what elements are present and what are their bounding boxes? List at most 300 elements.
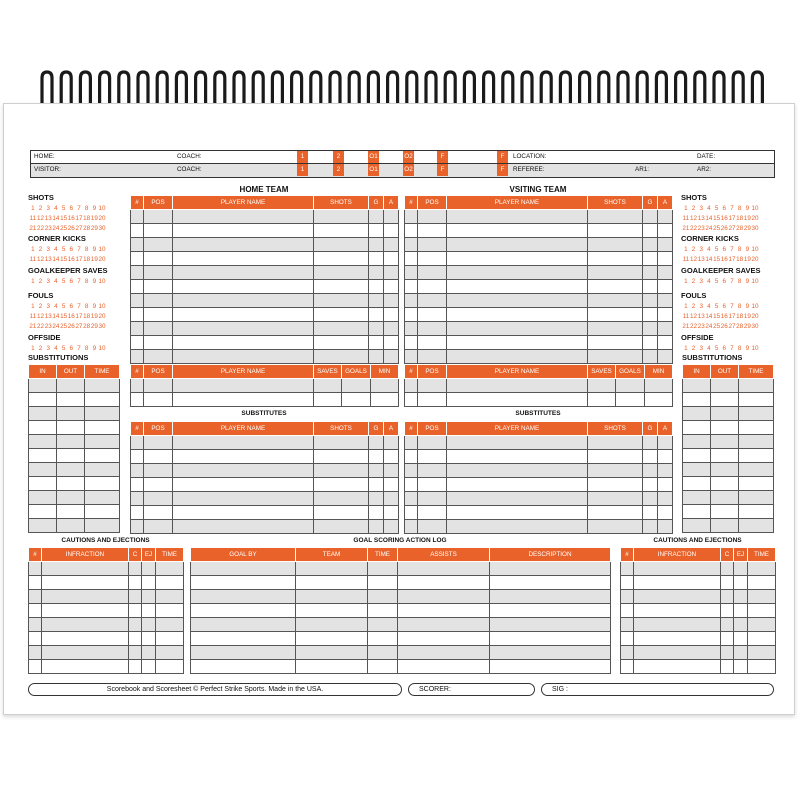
- tally-number[interactable]: 3: [46, 345, 50, 352]
- tally-number[interactable]: 19: [90, 313, 98, 320]
- entry-cell[interactable]: [144, 209, 173, 223]
- entry-cell[interactable]: [173, 519, 314, 533]
- tally-number[interactable]: 3: [699, 278, 703, 285]
- entry-cell[interactable]: [739, 518, 774, 532]
- tally-number[interactable]: 10: [751, 205, 759, 212]
- tally-number[interactable]: 5: [714, 205, 719, 212]
- entry-cell[interactable]: [29, 518, 57, 532]
- entry-cell[interactable]: [384, 321, 399, 335]
- tally-number[interactable]: 6: [722, 246, 727, 253]
- entry-cell[interactable]: [588, 251, 643, 265]
- tally-number[interactable]: 8: [737, 205, 742, 212]
- tally-number[interactable]: 15: [713, 256, 721, 263]
- period-f-home[interactable]: F: [437, 151, 448, 163]
- entry-cell[interactable]: [314, 435, 369, 449]
- entry-cell[interactable]: [131, 449, 144, 463]
- entry-cell[interactable]: [711, 490, 739, 504]
- tally-number[interactable]: 18: [736, 215, 744, 222]
- entry-cell[interactable]: [29, 420, 57, 434]
- tally-number[interactable]: 20: [98, 215, 106, 222]
- entry-cell[interactable]: [191, 589, 296, 603]
- tally-number[interactable]: 4: [707, 278, 711, 285]
- tally-number[interactable]: 19: [743, 313, 751, 320]
- entry-cell[interactable]: [588, 477, 643, 491]
- entry-cell[interactable]: [588, 279, 643, 293]
- entry-cell[interactable]: [314, 251, 369, 265]
- entry-cell[interactable]: [173, 223, 314, 237]
- tally-number[interactable]: 10: [98, 246, 106, 253]
- tally-number[interactable]: 1: [31, 205, 35, 212]
- entry-cell[interactable]: [129, 561, 142, 575]
- entry-cell[interactable]: [144, 279, 173, 293]
- entry-cell[interactable]: [144, 491, 173, 505]
- tally-number[interactable]: 17: [728, 313, 736, 320]
- tally-number[interactable]: 26: [720, 225, 728, 232]
- entry-cell[interactable]: [57, 518, 85, 532]
- entry-cell[interactable]: [85, 504, 120, 518]
- entry-cell[interactable]: [384, 463, 399, 477]
- entry-cell[interactable]: [131, 279, 144, 293]
- entry-cell[interactable]: [721, 631, 734, 645]
- entry-cell[interactable]: [191, 617, 296, 631]
- entry-cell[interactable]: [29, 575, 42, 589]
- entry-cell[interactable]: [748, 589, 776, 603]
- entry-cell[interactable]: [490, 575, 611, 589]
- entry-cell[interactable]: [314, 392, 342, 406]
- tally-number[interactable]: 27: [75, 225, 83, 232]
- entry-cell[interactable]: [29, 490, 57, 504]
- tally-number[interactable]: 9: [745, 205, 750, 212]
- entry-cell[interactable]: [398, 659, 490, 673]
- entry-cell[interactable]: [418, 392, 447, 406]
- tally-number[interactable]: 14: [705, 313, 713, 320]
- entry-cell[interactable]: [447, 491, 588, 505]
- tally-number[interactable]: 28: [736, 225, 744, 232]
- entry-cell[interactable]: [658, 477, 673, 491]
- entry-cell[interactable]: [739, 476, 774, 490]
- entry-cell[interactable]: [447, 251, 588, 265]
- entry-cell[interactable]: [85, 448, 120, 462]
- tally-number[interactable]: 14: [705, 215, 713, 222]
- entry-cell[interactable]: [643, 223, 658, 237]
- entry-cell[interactable]: [405, 293, 418, 307]
- entry-cell[interactable]: [314, 349, 369, 363]
- entry-cell[interactable]: [739, 504, 774, 518]
- entry-cell[interactable]: [342, 392, 371, 406]
- entry-cell[interactable]: [734, 603, 748, 617]
- entry-cell[interactable]: [144, 392, 173, 406]
- tally-number[interactable]: 6: [69, 205, 74, 212]
- entry-cell[interactable]: [398, 575, 490, 589]
- tally-number[interactable]: 2: [691, 205, 696, 212]
- entry-cell[interactable]: [314, 321, 369, 335]
- entry-cell[interactable]: [144, 505, 173, 519]
- entry-cell[interactable]: [191, 645, 296, 659]
- period-o1-home[interactable]: O1: [368, 151, 379, 163]
- entry-cell[interactable]: [748, 561, 776, 575]
- tally-number[interactable]: 3: [699, 205, 703, 212]
- tally-number[interactable]: 26: [67, 323, 75, 330]
- tally-number[interactable]: 6: [722, 205, 727, 212]
- entry-cell[interactable]: [314, 477, 369, 491]
- entry-cell[interactable]: [405, 251, 418, 265]
- entry-cell[interactable]: [588, 265, 643, 279]
- entry-cell[interactable]: [588, 321, 643, 335]
- entry-cell[interactable]: [634, 589, 721, 603]
- entry-cell[interactable]: [405, 435, 418, 449]
- entry-cell[interactable]: [418, 435, 447, 449]
- entry-cell[interactable]: [621, 659, 634, 673]
- period-2-visitor[interactable]: 2: [333, 164, 344, 176]
- tally-number[interactable]: 22: [690, 225, 698, 232]
- entry-cell[interactable]: [142, 561, 156, 575]
- entry-cell[interactable]: [369, 293, 384, 307]
- entry-cell[interactable]: [384, 251, 399, 265]
- entry-cell[interactable]: [447, 349, 588, 363]
- tally-number[interactable]: 28: [83, 225, 91, 232]
- entry-cell[interactable]: [368, 603, 398, 617]
- entry-cell[interactable]: [643, 251, 658, 265]
- entry-cell[interactable]: [57, 490, 85, 504]
- entry-cell[interactable]: [85, 476, 120, 490]
- entry-cell[interactable]: [371, 378, 399, 392]
- tally-number[interactable]: 5: [61, 278, 66, 285]
- tally-number[interactable]: 4: [54, 246, 58, 253]
- entry-cell[interactable]: [368, 561, 398, 575]
- entry-cell[interactable]: [734, 575, 748, 589]
- entry-cell[interactable]: [643, 491, 658, 505]
- entry-cell[interactable]: [156, 617, 184, 631]
- entry-cell[interactable]: [739, 406, 774, 420]
- entry-cell[interactable]: [447, 293, 588, 307]
- entry-cell[interactable]: [588, 209, 643, 223]
- entry-cell[interactable]: [734, 561, 748, 575]
- tally-number[interactable]: 9: [92, 345, 97, 352]
- tally-number[interactable]: 20: [751, 313, 759, 320]
- entry-cell[interactable]: [418, 449, 447, 463]
- entry-cell[interactable]: [418, 251, 447, 265]
- entry-cell[interactable]: [144, 307, 173, 321]
- entry-cell[interactable]: [418, 349, 447, 363]
- entry-cell[interactable]: [658, 463, 673, 477]
- tally-number[interactable]: 26: [67, 225, 75, 232]
- entry-cell[interactable]: [418, 505, 447, 519]
- entry-cell[interactable]: [405, 335, 418, 349]
- tally-number[interactable]: 16: [720, 256, 728, 263]
- entry-cell[interactable]: [384, 279, 399, 293]
- period-o2-visitor[interactable]: O2: [403, 164, 414, 176]
- tally-number[interactable]: 17: [75, 256, 83, 263]
- entry-cell[interactable]: [643, 265, 658, 279]
- entry-cell[interactable]: [131, 435, 144, 449]
- tally-number[interactable]: 10: [98, 345, 106, 352]
- entry-cell[interactable]: [739, 420, 774, 434]
- tally-number[interactable]: 4: [707, 246, 711, 253]
- entry-cell[interactable]: [29, 589, 42, 603]
- tally-number[interactable]: 18: [736, 256, 744, 263]
- entry-cell[interactable]: [588, 237, 643, 251]
- entry-cell[interactable]: [131, 321, 144, 335]
- entry-cell[interactable]: [384, 435, 399, 449]
- entry-cell[interactable]: [490, 645, 611, 659]
- entry-cell[interactable]: [683, 476, 711, 490]
- tally-number[interactable]: 3: [699, 303, 703, 310]
- entry-cell[interactable]: [490, 589, 611, 603]
- tally-number[interactable]: 10: [98, 278, 106, 285]
- tally-number[interactable]: 15: [713, 313, 721, 320]
- entry-cell[interactable]: [144, 449, 173, 463]
- entry-cell[interactable]: [588, 519, 643, 533]
- period-f-visitor[interactable]: F: [437, 164, 448, 176]
- tally-number[interactable]: 20: [98, 256, 106, 263]
- tally-number[interactable]: 17: [75, 215, 83, 222]
- tally-number[interactable]: 5: [714, 345, 719, 352]
- entry-cell[interactable]: [588, 491, 643, 505]
- entry-cell[interactable]: [42, 589, 129, 603]
- tally-number[interactable]: 3: [46, 303, 50, 310]
- entry-cell[interactable]: [144, 435, 173, 449]
- tally-number[interactable]: 1: [684, 246, 688, 253]
- tally-number[interactable]: 29: [743, 323, 751, 330]
- entry-cell[interactable]: [721, 645, 734, 659]
- tally-number[interactable]: 25: [60, 323, 68, 330]
- tally-number[interactable]: 15: [60, 256, 68, 263]
- entry-cell[interactable]: [131, 265, 144, 279]
- entry-cell[interactable]: [739, 448, 774, 462]
- entry-cell[interactable]: [418, 209, 447, 223]
- entry-cell[interactable]: [85, 518, 120, 532]
- entry-cell[interactable]: [314, 293, 369, 307]
- entry-cell[interactable]: [142, 659, 156, 673]
- entry-cell[interactable]: [384, 349, 399, 363]
- entry-cell[interactable]: [734, 617, 748, 631]
- entry-cell[interactable]: [173, 293, 314, 307]
- tally-number[interactable]: 27: [75, 323, 83, 330]
- entry-cell[interactable]: [447, 321, 588, 335]
- entry-cell[interactable]: [643, 209, 658, 223]
- entry-cell[interactable]: [144, 321, 173, 335]
- tally-number[interactable]: 3: [46, 205, 50, 212]
- entry-cell[interactable]: [191, 561, 296, 575]
- entry-cell[interactable]: [447, 307, 588, 321]
- entry-cell[interactable]: [711, 476, 739, 490]
- tally-number[interactable]: 30: [751, 225, 759, 232]
- tally-number[interactable]: 3: [46, 246, 50, 253]
- tally-number[interactable]: 22: [37, 323, 45, 330]
- tally-number[interactable]: 7: [77, 278, 81, 285]
- entry-cell[interactable]: [711, 378, 739, 392]
- tally-number[interactable]: 8: [84, 246, 89, 253]
- entry-cell[interactable]: [418, 463, 447, 477]
- tally-number[interactable]: 21: [29, 323, 37, 330]
- tally-number[interactable]: 30: [751, 323, 759, 330]
- entry-cell[interactable]: [621, 589, 634, 603]
- period-o2-home[interactable]: O2: [403, 151, 414, 163]
- entry-cell[interactable]: [131, 307, 144, 321]
- entry-cell[interactable]: [314, 378, 342, 392]
- tally-number[interactable]: 13: [44, 256, 52, 263]
- entry-cell[interactable]: [616, 378, 645, 392]
- tally-number[interactable]: 23: [697, 323, 705, 330]
- entry-cell[interactable]: [314, 505, 369, 519]
- tally-number[interactable]: 4: [707, 345, 711, 352]
- entry-cell[interactable]: [447, 392, 588, 406]
- entry-cell[interactable]: [658, 237, 673, 251]
- entry-cell[interactable]: [739, 392, 774, 406]
- entry-cell[interactable]: [384, 237, 399, 251]
- entry-cell[interactable]: [447, 449, 588, 463]
- entry-cell[interactable]: [131, 477, 144, 491]
- entry-cell[interactable]: [131, 505, 144, 519]
- entry-cell[interactable]: [418, 279, 447, 293]
- entry-cell[interactable]: [57, 462, 85, 476]
- entry-cell[interactable]: [711, 518, 739, 532]
- tally-number[interactable]: 11: [682, 256, 690, 263]
- entry-cell[interactable]: [621, 603, 634, 617]
- entry-cell[interactable]: [643, 335, 658, 349]
- entry-cell[interactable]: [683, 392, 711, 406]
- tally-number[interactable]: 11: [29, 215, 37, 222]
- entry-cell[interactable]: [29, 406, 57, 420]
- tally-number[interactable]: 4: [54, 345, 58, 352]
- entry-cell[interactable]: [144, 477, 173, 491]
- tally-number[interactable]: 7: [77, 303, 81, 310]
- entry-cell[interactable]: [57, 392, 85, 406]
- entry-cell[interactable]: [173, 237, 314, 251]
- entry-cell[interactable]: [447, 463, 588, 477]
- entry-cell[interactable]: [418, 307, 447, 321]
- tally-number[interactable]: 3: [46, 278, 50, 285]
- entry-cell[interactable]: [131, 349, 144, 363]
- tally-number[interactable]: 1: [31, 345, 35, 352]
- entry-cell[interactable]: [384, 293, 399, 307]
- entry-cell[interactable]: [131, 223, 144, 237]
- entry-cell[interactable]: [369, 251, 384, 265]
- entry-cell[interactable]: [447, 335, 588, 349]
- tally-number[interactable]: 10: [751, 303, 759, 310]
- tally-number[interactable]: 14: [52, 256, 60, 263]
- entry-cell[interactable]: [85, 378, 120, 392]
- entry-cell[interactable]: [173, 209, 314, 223]
- entry-cell[interactable]: [405, 307, 418, 321]
- entry-cell[interactable]: [173, 251, 314, 265]
- entry-cell[interactable]: [156, 645, 184, 659]
- entry-cell[interactable]: [418, 378, 447, 392]
- entry-cell[interactable]: [634, 645, 721, 659]
- entry-cell[interactable]: [314, 223, 369, 237]
- entry-cell[interactable]: [296, 617, 368, 631]
- tally-number[interactable]: 25: [713, 323, 721, 330]
- entry-cell[interactable]: [490, 603, 611, 617]
- tally-number[interactable]: 2: [38, 246, 43, 253]
- entry-cell[interactable]: [405, 265, 418, 279]
- entry-cell[interactable]: [368, 645, 398, 659]
- entry-cell[interactable]: [418, 321, 447, 335]
- entry-cell[interactable]: [405, 279, 418, 293]
- entry-cell[interactable]: [490, 617, 611, 631]
- entry-cell[interactable]: [42, 645, 129, 659]
- entry-cell[interactable]: [645, 378, 673, 392]
- entry-cell[interactable]: [144, 293, 173, 307]
- tally-number[interactable]: 4: [54, 278, 58, 285]
- entry-cell[interactable]: [29, 378, 57, 392]
- entry-cell[interactable]: [683, 462, 711, 476]
- scorer-field[interactable]: [408, 683, 535, 696]
- tally-number[interactable]: 2: [38, 205, 43, 212]
- period-1-visitor[interactable]: 1: [297, 164, 308, 176]
- tally-number[interactable]: 18: [83, 256, 91, 263]
- entry-cell[interactable]: [296, 575, 368, 589]
- entry-cell[interactable]: [398, 589, 490, 603]
- entry-cell[interactable]: [296, 603, 368, 617]
- entry-cell[interactable]: [418, 223, 447, 237]
- entry-cell[interactable]: [156, 659, 184, 673]
- entry-cell[interactable]: [634, 575, 721, 589]
- tally-number[interactable]: 7: [730, 278, 734, 285]
- tally-number[interactable]: 5: [61, 345, 66, 352]
- tally-number[interactable]: 12: [37, 256, 45, 263]
- tally-number[interactable]: 2: [38, 278, 43, 285]
- entry-cell[interactable]: [57, 476, 85, 490]
- entry-cell[interactable]: [29, 645, 42, 659]
- entry-cell[interactable]: [711, 420, 739, 434]
- entry-cell[interactable]: [29, 631, 42, 645]
- entry-cell[interactable]: [748, 575, 776, 589]
- entry-cell[interactable]: [156, 575, 184, 589]
- tally-number[interactable]: 12: [690, 256, 698, 263]
- entry-cell[interactable]: [314, 279, 369, 293]
- tally-number[interactable]: 2: [38, 303, 43, 310]
- tally-number[interactable]: 8: [84, 303, 89, 310]
- entry-cell[interactable]: [447, 477, 588, 491]
- entry-cell[interactable]: [142, 645, 156, 659]
- entry-cell[interactable]: [418, 491, 447, 505]
- entry-cell[interactable]: [131, 251, 144, 265]
- entry-cell[interactable]: [42, 561, 129, 575]
- entry-cell[interactable]: [371, 392, 399, 406]
- entry-cell[interactable]: [711, 462, 739, 476]
- entry-cell[interactable]: [131, 491, 144, 505]
- tally-number[interactable]: 5: [714, 303, 719, 310]
- entry-cell[interactable]: [173, 463, 314, 477]
- entry-cell[interactable]: [131, 519, 144, 533]
- entry-cell[interactable]: [173, 378, 314, 392]
- entry-cell[interactable]: [748, 617, 776, 631]
- entry-cell[interactable]: [643, 237, 658, 251]
- tally-number[interactable]: 26: [720, 323, 728, 330]
- entry-cell[interactable]: [369, 491, 384, 505]
- tally-number[interactable]: 6: [69, 246, 74, 253]
- entry-cell[interactable]: [384, 307, 399, 321]
- entry-cell[interactable]: [29, 659, 42, 673]
- entry-cell[interactable]: [721, 561, 734, 575]
- entry-cell[interactable]: [658, 223, 673, 237]
- entry-cell[interactable]: [748, 645, 776, 659]
- tally-number[interactable]: 15: [60, 313, 68, 320]
- entry-cell[interactable]: [129, 575, 142, 589]
- tally-number[interactable]: 13: [697, 313, 705, 320]
- entry-cell[interactable]: [369, 307, 384, 321]
- tally-number[interactable]: 3: [699, 345, 703, 352]
- entry-cell[interactable]: [405, 378, 418, 392]
- tally-number[interactable]: 3: [699, 246, 703, 253]
- entry-cell[interactable]: [29, 603, 42, 617]
- tally-number[interactable]: 6: [722, 345, 727, 352]
- tally-number[interactable]: 5: [61, 246, 66, 253]
- entry-cell[interactable]: [398, 631, 490, 645]
- tally-number[interactable]: 10: [98, 205, 106, 212]
- entry-cell[interactable]: [634, 561, 721, 575]
